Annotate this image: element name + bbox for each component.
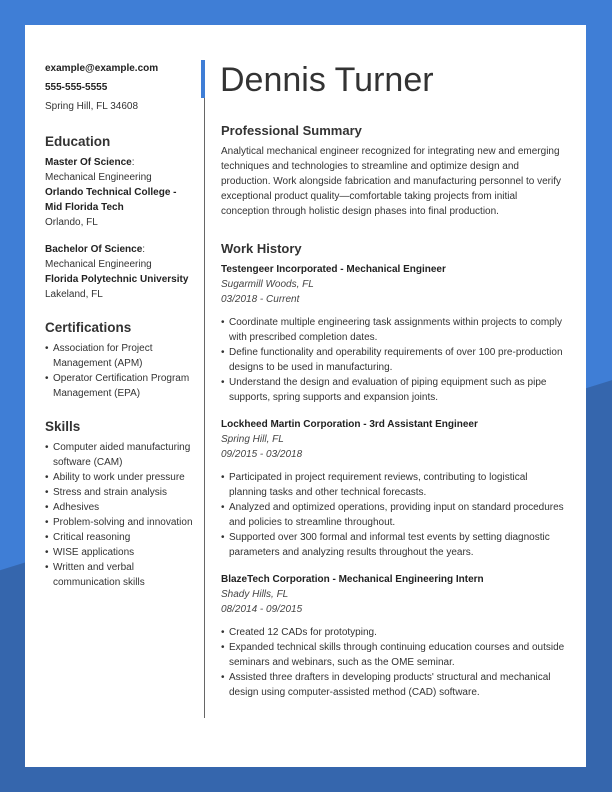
certifications-list <box>45 341 195 401</box>
job-bullet: • Coordinate multiple engineering task assignments within projects to comply with prescribed completion dates. <box>221 315 566 345</box>
skill-item: • Ability to work under pressure <box>45 470 195 485</box>
job-entry <box>221 572 566 700</box>
job-bullet: • Supported over 300 formal and informal test events by setting diagnostic parameters and analyzing results throughout the years. <box>221 530 566 560</box>
job-location: Spring Hill, FL <box>221 434 284 445</box>
accent-bar <box>201 60 205 98</box>
skills-heading: Skills <box>45 419 81 434</box>
education-school: Orlando Technical College - Mid Florida Tech <box>45 187 177 213</box>
job-bullet: • Created 12 CADs for prototyping. <box>221 625 566 640</box>
education-field: Mechanical Engineering <box>45 172 152 183</box>
education-field: Mechanical Engineering <box>45 259 152 270</box>
job-dates: 09/2015 - 03/2018 <box>221 449 303 460</box>
job-bullet: • Expanded technical skills through continuing education courses and outside seminars and webinars, such as the OME seminar. <box>221 640 566 670</box>
contact-email: example@example.com <box>45 63 159 74</box>
certification-item: • Operator Certification Program Management (EPA) <box>45 371 195 401</box>
resume-page <box>25 25 586 767</box>
summary-text: Analytical mechanical engineer recognized for integrating new and emerging techniques and technologies to streamline and optimize design and production. Work alongside fabrication and manufacturing personnel to verify exceptional product quality—comfortable taking projects from initial conception through holistic design phases into final production. <box>221 146 562 217</box>
job-bullet: • Assisted three drafters in developing products' structural and mechanical design using computer-assisted method (CAD) software. <box>221 670 566 700</box>
work-history-heading: Work History <box>221 241 302 256</box>
job-title: Lockheed Martin Corporation - 3rd Assistant Engineer <box>221 419 478 430</box>
certification-item: • Association for Project Management (APM) <box>45 341 195 371</box>
job-bullets <box>221 470 566 560</box>
job-bullets <box>221 625 566 700</box>
contact-location: Spring Hill, FL 34608 <box>45 101 139 112</box>
education-location: Orlando, FL <box>45 217 98 228</box>
skill-item: • Critical reasoning <box>45 530 195 545</box>
candidate-name: Dennis Turner <box>220 61 434 99</box>
job-bullet: • Participated in project requirement reviews, contributing to logistical planning tasks and other technical forecasts. <box>221 470 566 500</box>
job-dates: 03/2018 - Current <box>221 294 300 305</box>
skill-item: • Problem-solving and innovation <box>45 515 195 530</box>
certifications-section <box>45 320 195 401</box>
job-bullets <box>221 315 566 405</box>
skill-item: • Computer aided manufacturing software (CAM) <box>45 440 195 470</box>
education-location: Lakeland, FL <box>45 289 103 300</box>
right-column <box>221 59 566 712</box>
left-column <box>45 59 195 590</box>
skill-item: • Written and verbal communication skills <box>45 560 195 590</box>
column-divider <box>204 98 205 718</box>
job-bullet: • Understand the design and evaluation of piping equipment such as pipe supports, spring supports and expansion joints. <box>221 375 566 405</box>
education-section <box>45 134 195 302</box>
job-location: Sugarmill Woods, FL <box>221 279 314 290</box>
skill-item: • Adhesives <box>45 500 195 515</box>
job-title: BlazeTech Corporation - Mechanical Engineering Intern <box>221 574 484 585</box>
skill-item: • Stress and strain analysis <box>45 485 195 500</box>
summary-section <box>221 123 566 219</box>
skills-list <box>45 440 195 590</box>
skills-section <box>45 419 195 590</box>
education-school: Florida Polytechnic University <box>45 274 189 285</box>
job-entry <box>221 262 566 405</box>
job-entry <box>221 417 566 560</box>
job-bullet: • Analyzed and optimized operations, providing input on standard procedures and policies to streamline throughout. <box>221 500 566 530</box>
education-heading: Education <box>45 134 111 149</box>
skill-item: • WISE applications <box>45 545 195 560</box>
education-entry: Bachelor Of Science: Mechanical Engineering Florida Polytechnic University Lakeland, FL <box>45 242 195 302</box>
summary-heading: Professional Summary <box>221 123 362 138</box>
job-title: Testengeer Incorporated - Mechanical Engineer <box>221 264 446 275</box>
education-degree: Bachelor Of Science <box>45 244 143 255</box>
contact-block <box>45 59 195 116</box>
education-entry: Master Of Science: Mechanical Engineering Orlando Technical College - Mid Florida Tech Orlando, FL <box>45 155 195 230</box>
job-bullet: • Define functionality and operability requirements of over 100 pre-production designs to be used in manufacturing. <box>221 345 566 375</box>
certifications-heading: Certifications <box>45 320 132 335</box>
job-dates: 08/2014 - 09/2015 <box>221 604 303 615</box>
work-history-section <box>221 241 566 700</box>
job-location: Shady Hills, FL <box>221 589 289 600</box>
contact-phone: 555-555-5555 <box>45 82 108 93</box>
education-degree: Master Of Science <box>45 157 132 168</box>
